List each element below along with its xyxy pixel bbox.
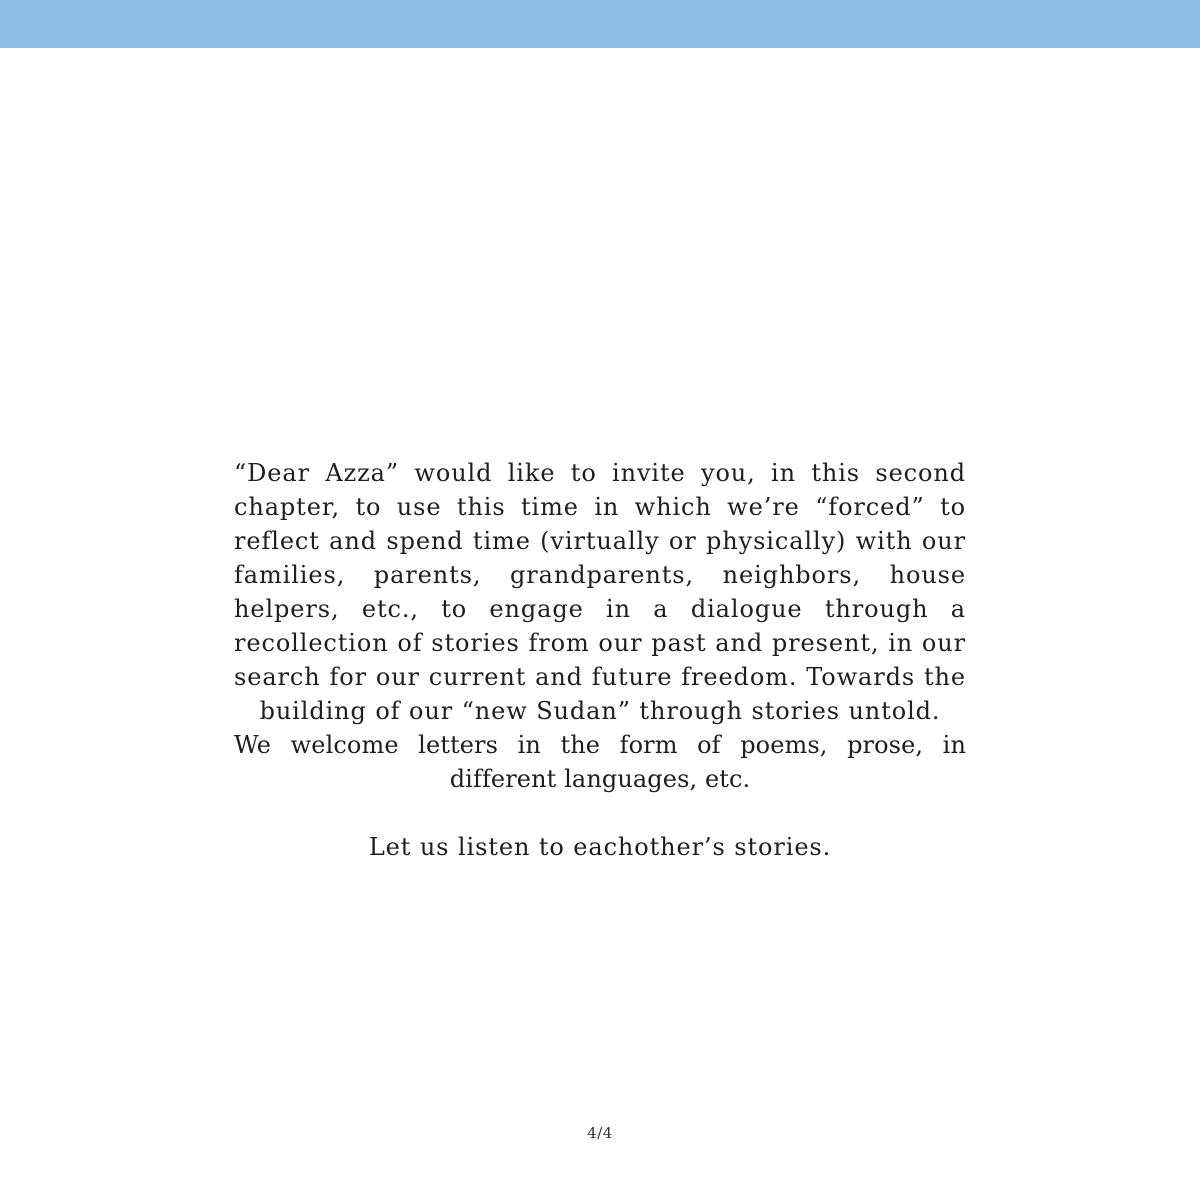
closing-line: Let us listen to eachother’s stories. [368,833,832,861]
welcome-paragraph: We welcome letters in the form of poems, prose, in different languages, etc. [234,731,966,793]
page-number: 4/4 [587,1124,613,1142]
letter-body [234,456,966,864]
invitation-paragraph: “Dear Azza” would like to invite you, in this second chapter, to use this time in which we’re “forced” to reflect and spend time (virtually or physically) with our families, parents, grandparents, neighbors, house helpers, etc., to engage in a dialogue through a recollection of stories from our past and present, in our search for our current and future freedom. Towards the building of our “new Sudan” through stories untold. [234,459,966,725]
header-color-bar [0,0,1200,48]
